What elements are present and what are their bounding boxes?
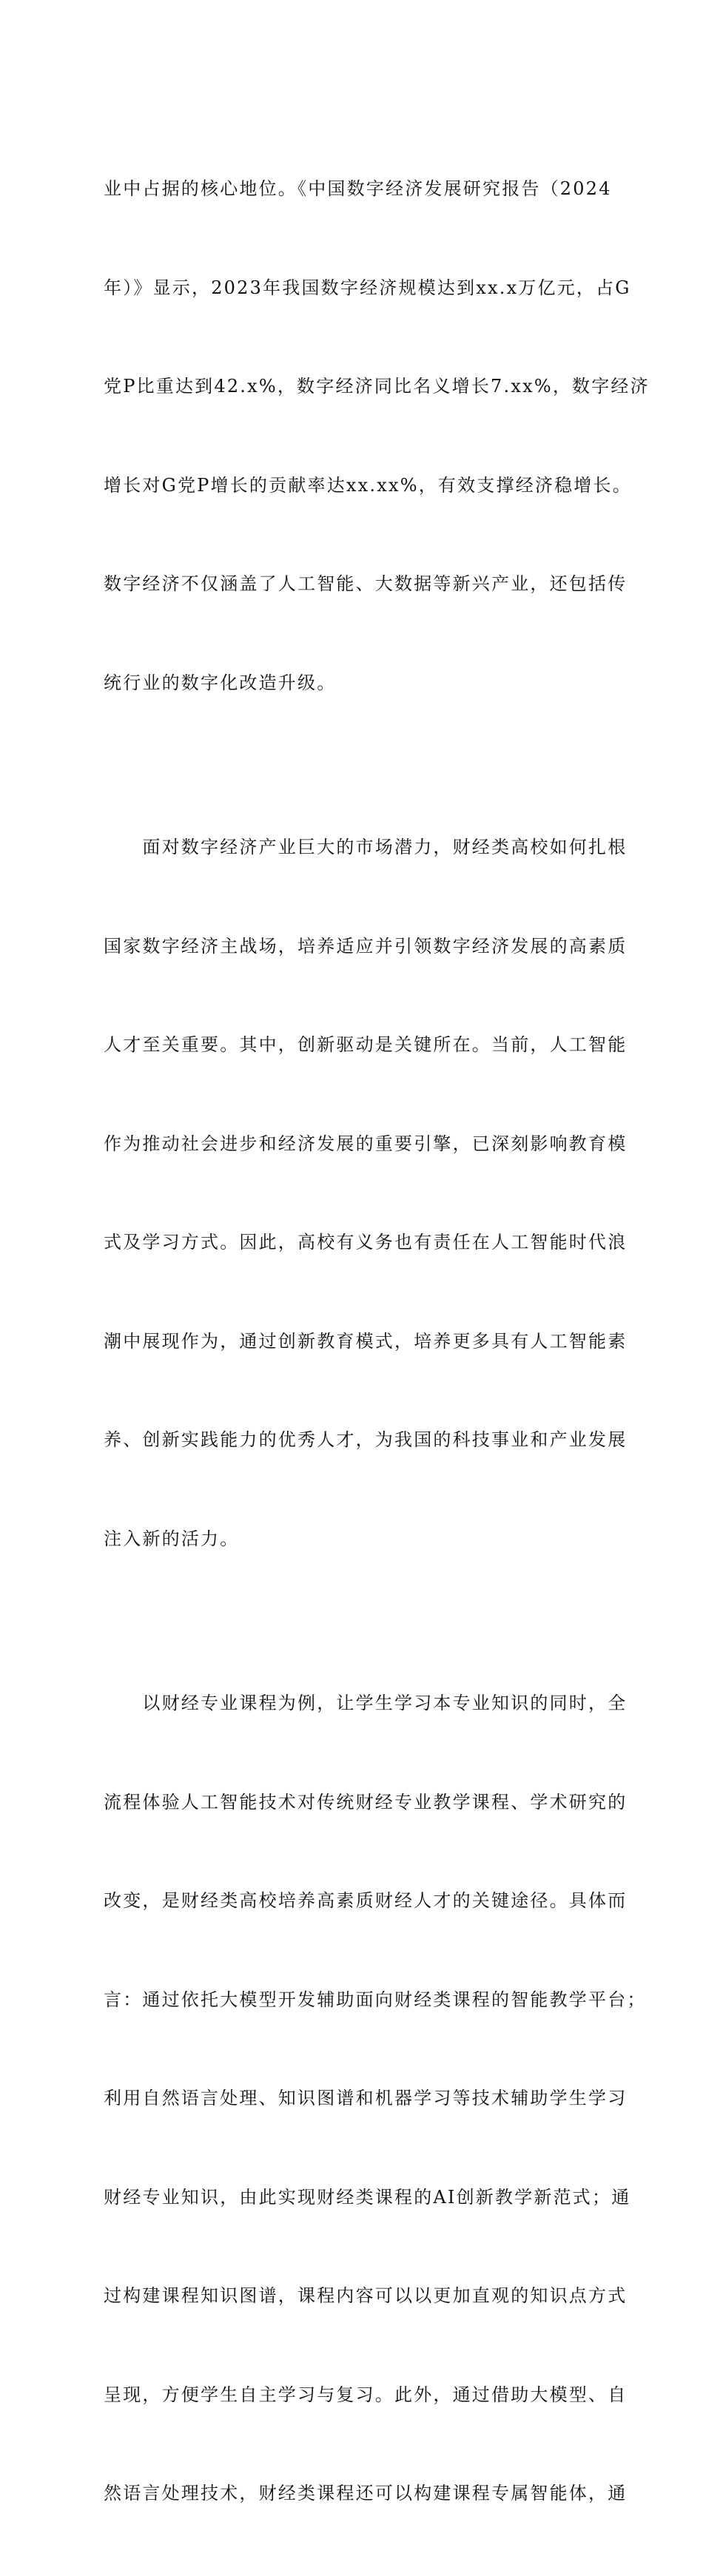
paragraph-2 — [104, 765, 628, 1621]
text-line: 党P比重达到42.x%，数字经济同比名义增长7.xx%，数字经济 — [104, 376, 650, 397]
body-text — [104, 107, 650, 2576]
text-line: 数字经济不仅涵盖了人工智能、大数据等新兴产业，还包括传 — [104, 573, 628, 594]
text-line: 流程体验人工智能技术对传统财经专业教学课程、学术研究的 — [104, 1791, 628, 1813]
text-line: 统行业的数字化改造升级。 — [104, 672, 337, 693]
paragraph-3 — [104, 1621, 647, 2576]
text-line: 以财经专业课程为例，让学生学习本专业知识的同时，全 — [104, 1693, 628, 1713]
text-line: 财经专业知识，由此实现财经类课程的AI创新教学新范式；通 — [104, 2186, 631, 2208]
text-line: 利用自然语言处理、知识图谱和机器学习等技术辅助学生学习 — [104, 2088, 628, 2108]
text-line: 年）》显示，2023年我国数字经济规模达到xx.x万亿元，占G — [104, 277, 631, 298]
text-line: 式及学习方式。因此，高校有义务也有责任在人工智能时代浪 — [104, 1232, 628, 1252]
text-line: 面对数字经济产业巨大的市场潜力，财经类高校如何扎根 — [104, 837, 628, 857]
text-line: 业中占据的核心地位。《中国数字经济发展研究报告（2024 — [104, 178, 612, 199]
text-line: 国家数字经济主战场，培养适应并引领数字经济发展的高素质 — [104, 935, 628, 957]
text-line: 潮中展现作为，通过创新教育模式，培养更多具有人工智能素 — [104, 1330, 628, 1352]
text-line: 人才至关重要。其中，创新驱动是关键所在。当前，人工智能 — [104, 1034, 628, 1055]
text-line: 改变，是财经类高校培养高素质财经人才的关键途径。具体而 — [104, 1890, 628, 1911]
text-line: 增长对G党P增长的贡献率达xx.xx%，有效支撑经济稳增长。 — [104, 474, 632, 496]
text-line: 然语言处理技术，财经类课程还可以构建课程专属智能体，通 — [104, 2483, 628, 2503]
text-line: 养、创新实践能力的优秀人才，为我国的科技事业和产业发展 — [104, 1429, 628, 1450]
text-line: 注入新的活力。 — [104, 1528, 240, 1549]
text-line: 言：通过依托大模型开发辅助面向财经类课程的智能教学平台； — [104, 1989, 647, 2010]
text-line: 过构建课程知识图谱，课程内容可以以更加直观的知识点方式 — [104, 2285, 628, 2306]
text-line: 呈现，方便学生自主学习与复习。此外，通过借助大模型、自 — [104, 2384, 628, 2405]
paragraph-1 — [104, 107, 650, 765]
text-line: 作为推动社会进步和经济发展的重要引擎，已深刻影响教育模 — [104, 1133, 628, 1154]
